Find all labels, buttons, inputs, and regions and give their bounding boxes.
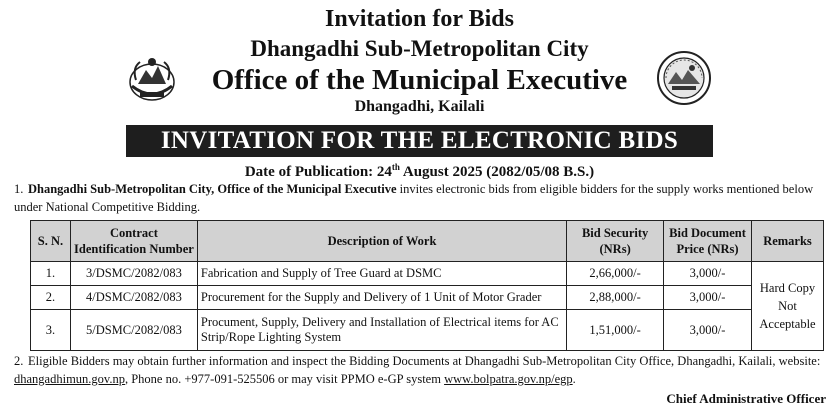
cell-document-price: 3,000/- [664,310,752,351]
website-link[interactable]: dhangadhimun.gov.np [14,372,125,386]
col-header-remarks: Remarks [751,221,823,262]
office-location: Dhangadhi, Kailali [354,98,485,115]
notice-heading: Invitation for Bids [325,6,514,32]
signatory-title: Chief Administrative Officer [666,391,826,406]
cell-sn: 3. [31,310,71,351]
table-header-row [31,221,824,262]
table-row [31,286,824,310]
bidding-info-paragraph: 2. Eligible Bidders may obtain further information and inspect the Bidding Documents at Dhangadhi Sub-Metropolitan City Office, Dhangadhi, Kailali, website: dhangadhimun.gov.np, Phone no. +977-091-525506 or may visit PPMO e-GP system www.bolpatra.gov.np/egp. [14,354,821,386]
cell-contract-id: 4/DSMC/2082/083 [70,286,197,310]
cell-description: Procurement for the Supply and Delivery of 1 Unit of Motor Grader [197,286,566,310]
egp-link[interactable]: www.bolpatra.gov.np/egp [444,372,573,386]
col-header-document-price: Bid Document Price (NRs) [664,221,752,262]
cell-sn: 2. [31,286,71,310]
nepal-emblem-icon [126,52,178,104]
cell-contract-id: 3/DSMC/2082/083 [70,262,197,286]
bid-invitation-paragraph: 1. Dhangadhi Sub-Metropolitan City, Office of the Municipal Executive invites electronic bids from eligible bidders for the supply works mentioned below under National Competitive Bidding. [14,182,814,214]
cell-description: Procument, Supply, Delivery and Installation of Electrical items for AC Strip/Rope Lighting System [197,310,566,351]
col-header-description: Description of Work [197,221,566,262]
cell-bid-security: 1,51,000/- [567,310,664,351]
col-header-bid-security: Bid Security (NRs) [567,221,664,262]
col-header-contract-id: Contract Identification Number [70,221,197,262]
cell-bid-security: 2,66,000/- [567,262,664,286]
municipal-seal-icon [656,50,712,106]
cell-description: Fabrication and Supply of Tree Guard at DSMC [197,262,566,286]
table-row [31,310,824,351]
cell-document-price: 3,000/- [664,262,752,286]
cell-contract-id: 5/DSMC/2082/083 [70,310,197,351]
cell-bid-security: 2,88,000/- [567,286,664,310]
bids-table [30,220,824,351]
publication-date: Date of Publication: 24th August 2025 (2082/05/08 B.S.) [244,162,595,180]
office-name: Office of the Municipal Executive [211,64,628,96]
col-header-sn: S. N. [31,221,71,262]
table-row [31,262,824,286]
cell-sn: 1. [31,262,71,286]
electronic-bids-banner: INVITATION FOR THE ELECTRONIC BIDS [126,125,713,157]
cell-document-price: 3,000/- [664,286,752,310]
cell-remarks: Hard Copy Not Acceptable [751,262,823,351]
city-name: Dhangadhi Sub-Metropolitan City [250,36,589,61]
